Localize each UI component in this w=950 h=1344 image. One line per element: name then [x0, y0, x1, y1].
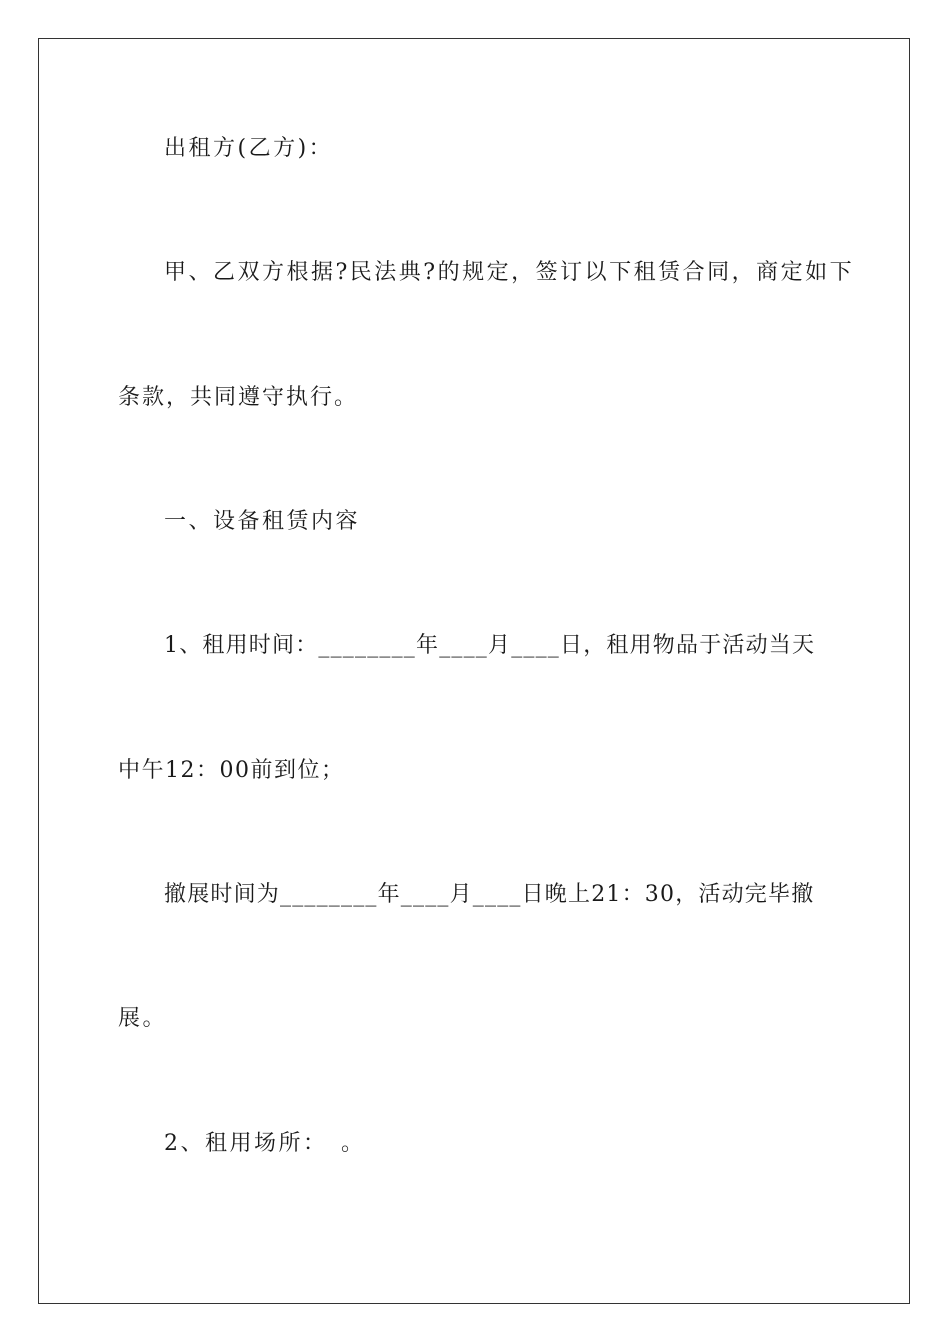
- rental-time-line-1: 1、租用时间：________年____月____日，租用物品于活动当天: [164, 633, 816, 658]
- teardown-time-line-2: 展。: [118, 1006, 168, 1031]
- rental-venue-line: 2、租用场所： 。: [164, 1131, 366, 1156]
- page-border: [38, 38, 910, 1304]
- section-heading-equipment-rental: 一、设备租赁内容: [164, 509, 361, 534]
- teardown-time-line-1: 撤展时间为________年____月____日晚上21：30，活动完毕撤: [164, 882, 815, 907]
- preamble-line-2: 条款，共同遵守执行。: [118, 385, 359, 410]
- preamble-line-1: 甲、乙双方根据?民法典?的规定，签订以下租赁合同，商定如下: [164, 260, 855, 285]
- rental-time-line-2: 中午12：00前到位；: [118, 758, 345, 783]
- lessor-party-line: 出租方(乙方)：: [164, 136, 334, 161]
